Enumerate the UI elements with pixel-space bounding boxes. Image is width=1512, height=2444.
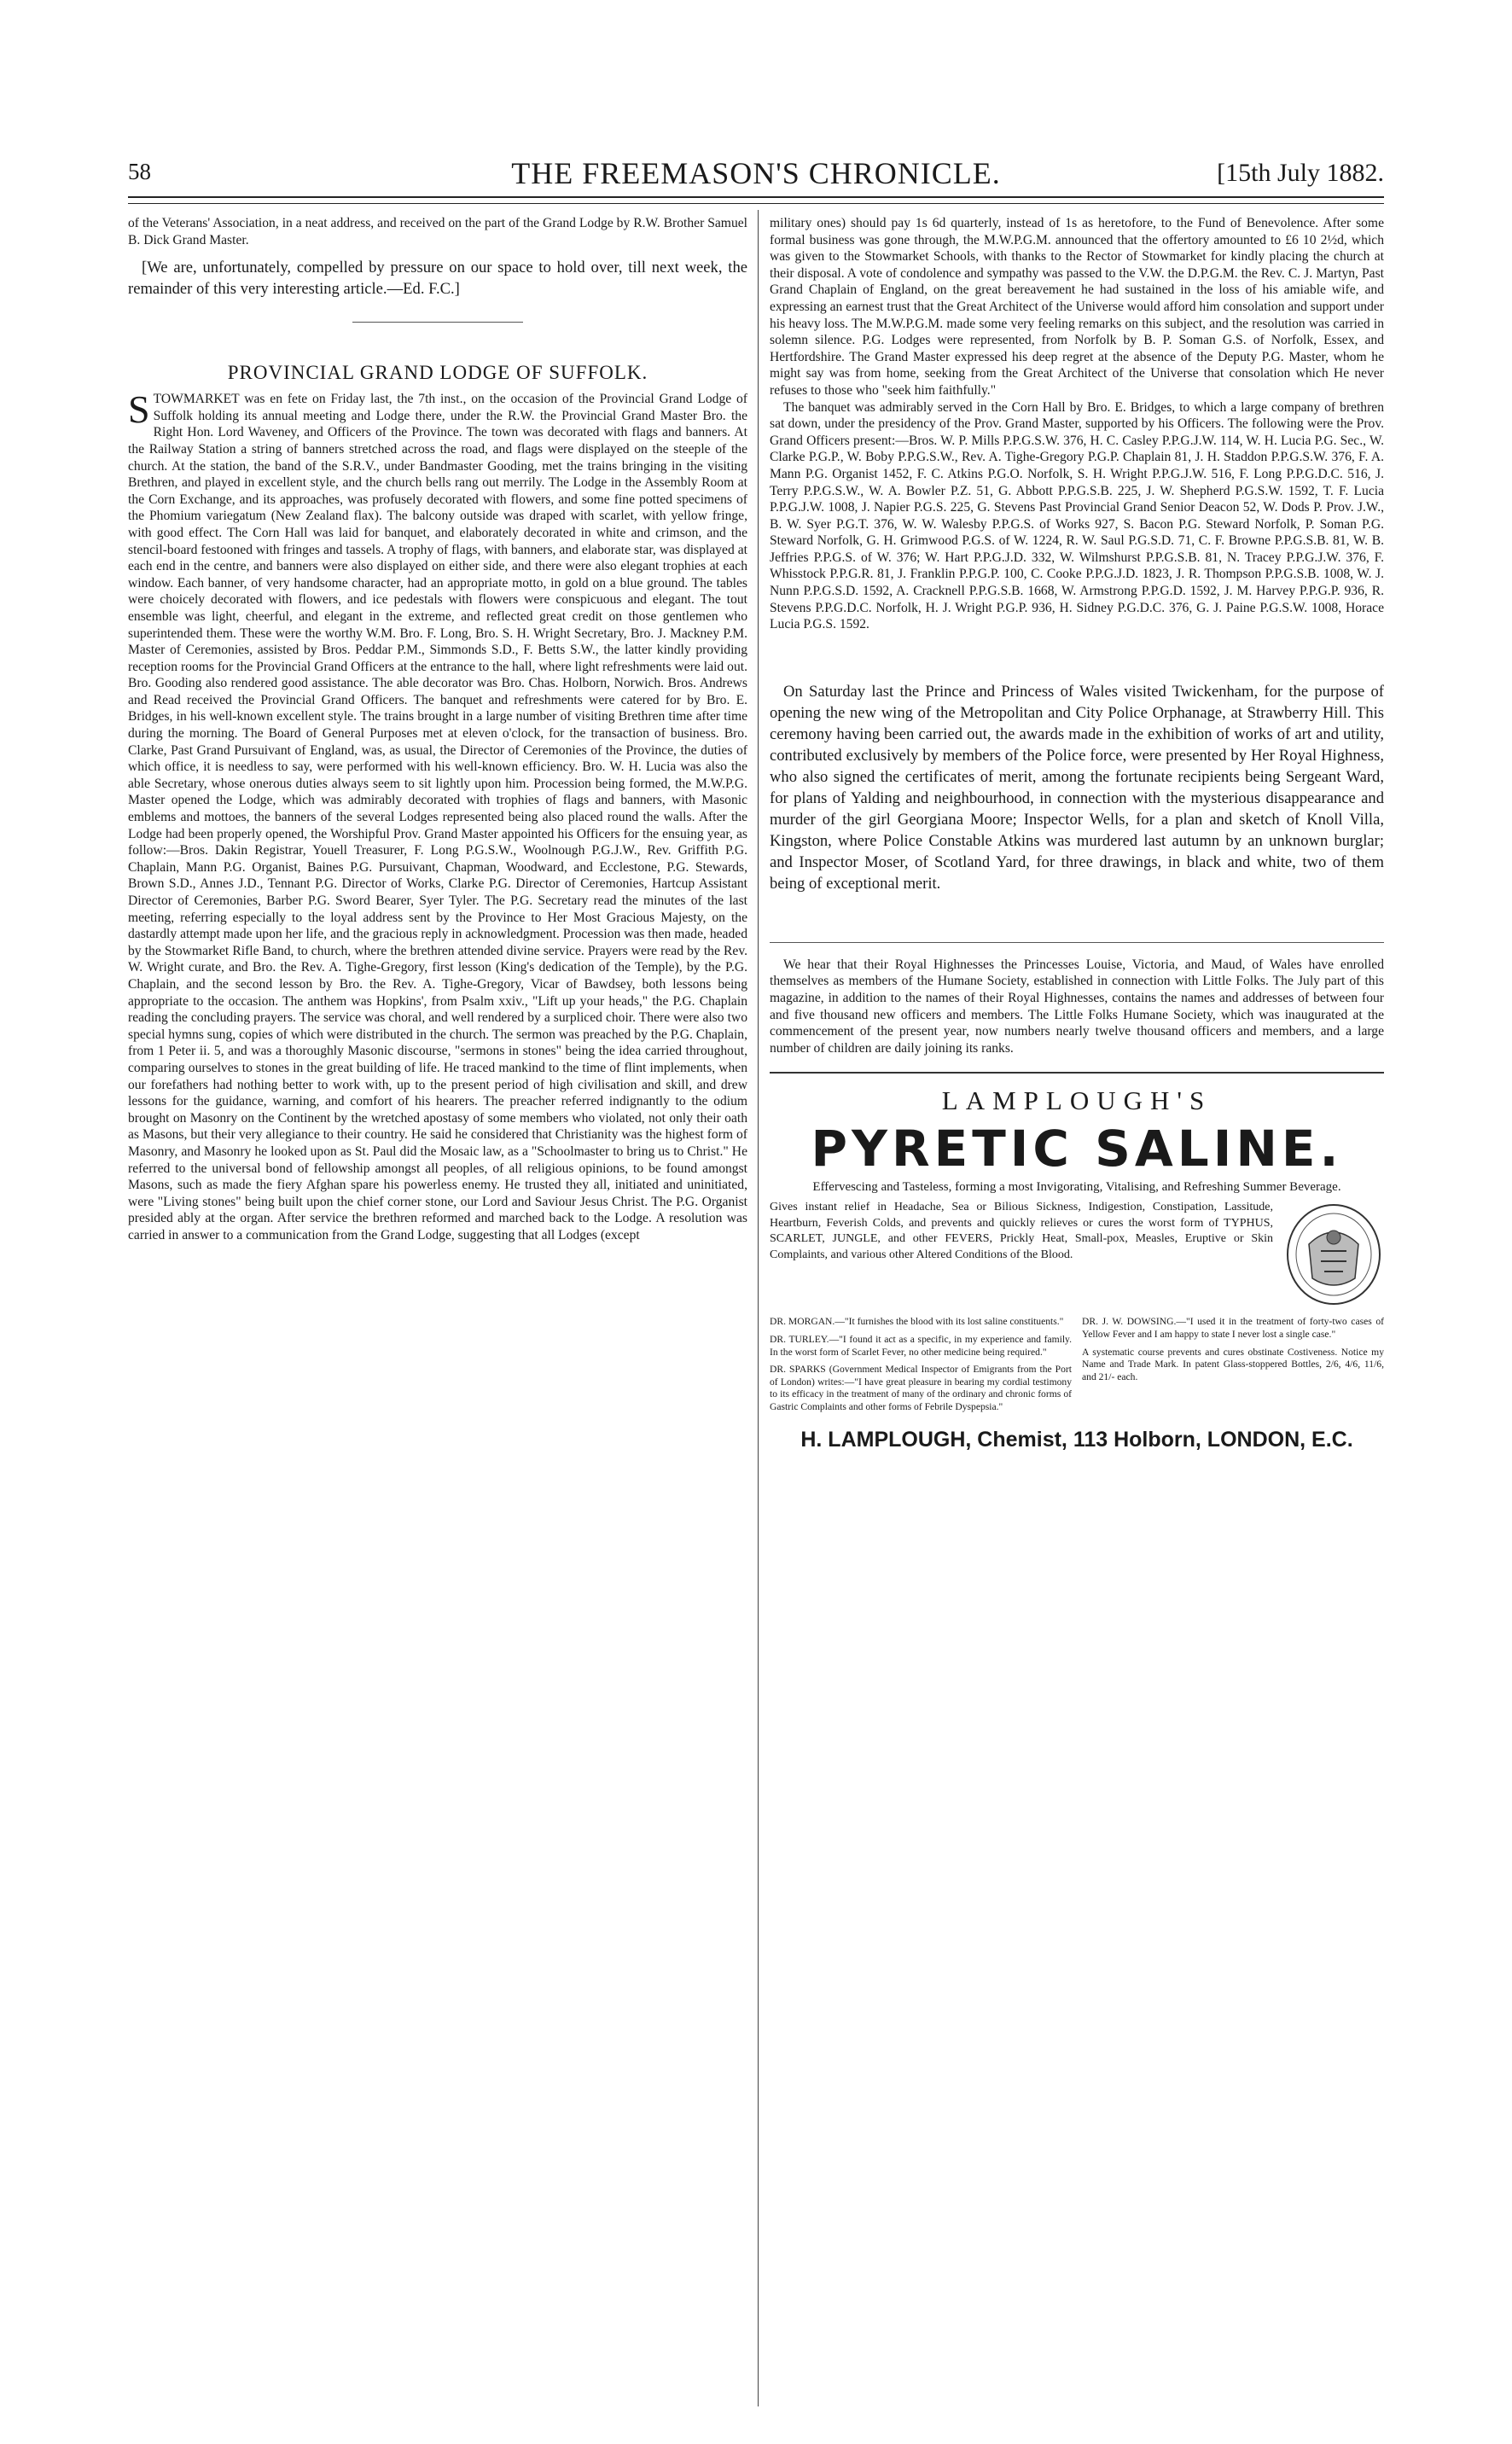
- issue-date: [15th July 1882.: [1217, 159, 1384, 187]
- column-divider: [758, 210, 759, 2406]
- left-column: [128, 215, 747, 2406]
- ad-body: [770, 1200, 1384, 1309]
- ad-footer: H. LAMPLOUGH, Chemist, 113 Holborn, LONDON, E.C.: [800, 1427, 1353, 1452]
- testimonial-morgan: DR. MORGAN.—"It furnishes the blood with its lost saline constituents.": [770, 1316, 1064, 1328]
- editor-note: [We are, unfortunately, compelled by pressure on our space to hold over, till next week, the remainder of this very interesting article.—Ed. F.C.]: [128, 259, 747, 299]
- testimonial-dowsing: DR. J. W. DOWSING.—"I used it in the treatment of forty-two cases of Yellow Fever and I am happy to state I never lost a single case.": [1082, 1316, 1384, 1340]
- article-separator: [770, 942, 1384, 943]
- page-number: 58: [128, 159, 151, 184]
- suffolk-report-text: TOWMARKET was en fete on Friday last, the 7th inst., on the occasion of the Provincial Grand Lodge of Suffolk holding its annual meeting and Lodge there, under the R.W. the Provincial Grand Master Bro. the Right Hon. Lord Waveney, and Officers of the Province. The town was decorated with flags and banners. At the Railway Station a string of banners stretched across the road, and flags were displayed on the steeple of the church. At the station, the band of the S.R.V., under Bandmaster Gooding, met the trains bringing in the visiting Brethren, and played in excellent style, and the church bells rang out merrily. The Lodge in the Assembly Room at the Corn Exchange, and its approaches, was profusely decorated with flowers, and some fine potted specimens of the Phomium variegatum (New Zealand flax). The balcony outside was draped with scarlet, with yellow fringe, with good effect. The Corn Hall was laid for banquet, and elaborately decorated in white and crimson, and the stencil-board festooned with fringes and tassels. A trophy of flags, with banners, and elaborate star, was displayed at each end in the centre, and banners were also displayed on either side, and there were also elegant trophies at each window. Each banner, of very handsome character, had an appropriate motto, in gold on a blue ground. The tables were choicely decorated with flowers, and ice pedestals with flowers were conspicuous and elegant. The tout ensemble was light, cheerful, and elegant in the extreme, and reflected great credit on those gentlemen who superintended them. These were the worthy W.M. Bro. F. Long, Bro. S. H. Wright Secretary, Bro. J. Mackney P.M. Master of Ceremonies, assisted by Bros. Peddar P.M., Simmonds S.D., F. Betts S.W., the latter kindly providing reception rooms for the Provincial Grand Officers at the entrance to the hall, where light refreshments were laid out. Bro. Gooding also rendered good assistance. The able decorator was Bro. Chas. Holborn, Norwich. Bros. Andrews and Read received the Provincial Grand Officers. The banquet and refreshments were catered for by Bro. E. Bridges, in his well-known excellent style. The trains brought in a large number of visiting Brethren time after time during the morning. The Board of General Purposes met at eleven o'clock, for the transaction of business. Bro. Clarke, Past Grand Pursuivant of England, was, as usual, the Director of Ceremonies of the Province, the duties of which office, it is needless to say, were performed with his well-known efficiency. Bro. W. H. Lucia was also the able Secretary, whose onerous duties always seem to sit lightly upon him. Procession being formed, the M.W.P.G. Master opened the Lodge, which was admirably decorated with trophies of flags and banners, with Masonic emblems and mottoes, the banners of the several Lodges represented being also placed round the walls. After the Lodge had been properly opened, the Worshipful Prov. Grand Master appointed his Officers for the ensuing year, as follow:—Bros. Dakin Registrar, Youell Treasurer, F. Long P.G.S.W., Woolnough P.G.J.W., Rev. Griffith P.G. Chaplain, Mann P.G. Organist, Baines P.G. Pursuivant, Chapman, Woodward, and Ecclestone, P.G. Stewards, Brown S.D., Annes J.D., Tennant P.G. Director of Works, Clarke P.G. Director of Ceremonies, Hartcup Assistant Director of Ceremonies, Barber P.G. Sword Bearer, Syer Tyler. The P.G. Secretary read the minutes of the last meeting, referring especially to the loyal address sent by the Province to Her Most Gracious Majesty, on the dastardly attempt made upon her life, and the gracious reply in acknowledgment. Procession was then made, headed by the Stowmarket Rifle Band, to church, where the brethren attended divine service. Prayers were read by the Rev. W. Wright curate, and Bro. the Rev. A. Tighe-Gregory, first lesson (King's dedication of the Temple), by the P.G. Chaplain, and the second lesson by Bro. the Rev. A. Tighe-Gregory, Vicar of Bawdsey, both lessons being appropriate to the occasion. The anthem was Hopkins', from Psalm xxiv., "Lift up your heads," the P.G. Chaplain reading the concluding prayers. The service was choral, and well rendered by a surpliced choir. There were also two special hymns sung, copies of which were distributed in the church. The sermon was preached by the P.G. Chaplain, from 1 Peter ii. 5, and was a thoroughly Masonic discourse, "sermons in stones" being the idea carried throughout, comparing ourselves to stones in the great building of life. He traced mankind to the time of flint implements, when our forefathers had nothing better to work with, up to the present period of high civilisation and skill, and drew lessons for the guidance, warning, and comfort of his hearers. The preacher referred indignantly to the odium brought on Masonry on the Continent by the wretched apostasy of some members who violated, not only their oath as Masons, but their very allegiance to their country. He said he considered that Christianity was the highest form of Masonry, and Masonry he looked upon as St. Paul did the Mosaic law, as a "Schoolmaster to bring us to Christ." He referred to the universal bond of fellowship amongst all peoples, of all religious opinions, to be found amongst Masons, such as made the fiery Afghan spare his powerless enemy. He trusted they all, initiated and uninitiated, were "Living stones" being built upon the chief corner stone, our Lord and Saviour Jesus Christ. The P.G. Organist presided ably at the organ. After service the brethren reformed and marched back to the Lodge. A resolution was carried in answer to a communication from the Grand Lodge, suggesting that all Lodges (except: [128, 392, 747, 1242]
- ad-testimonials: [770, 1316, 1384, 1418]
- drop-cap: S: [128, 387, 150, 432]
- orphanage-article: On Saturday last the Prince and Princess of Wales visited Twickenham, for the purpose of opening the new wing of the Metropolitan and City Police Orphanage, at Strawberry Hill. This ceremony having been carried out, the awards made in the exhibition of works of art and utility, contributed exclusively by members of the Police force, were presented by Her Royal Highness, who also signed the certificates of merit, among the fortunate recipients being Sergeant Ward, for plans of Yalding and neighbourhood, in connection with the mysterious disappearance and murder of the girl Georgiana Moore; Inspector Wells, for a plan and sketch of Knoll Villa, Kingston, where Police Constable Atkins was murdered last autumn by an unknown burglar; and Inspector Moser, of Scotland Yard, for three drawings, in black and white, two of them being of exceptional merit.: [770, 682, 1384, 893]
- trade-mark-seal-icon: [1283, 1200, 1384, 1309]
- ad-product-name: PYRETIC SALINE.: [811, 1120, 1343, 1178]
- suffolk-heading: PROVINCIAL GRAND LODGE OF SUFFOLK.: [227, 362, 648, 384]
- ad-description: Gives instant relief in Headache, Sea or Bilious Sickness, Indigestion, Constipation, Lassitude, Heartburn, Feverish Colds, and prevents and quickly relieves or cures the worst form of TYPHUS, SCARLET, JUNGLE, and other FEVERS, Prickly Heat, Small-pox, Measles, Eruptive or Skin Complaints, and various other Altered Conditions of the Blood.: [770, 1201, 1273, 1261]
- testimonial-sparks: DR. SPARKS (Government Medical Inspector of Emigrants from the Port of London) writes:—"I have great pleasure in bearing my cordial testimony to its efficacy in the treatment of many of the ordinary and chronic forms of Gastric Complaints and other forms of Febrile Dyspepsia.": [770, 1364, 1072, 1412]
- masthead-rule: [128, 196, 1384, 204]
- ad-tagline: Effervescing and Tasteless, forming a most Invigorating, Vitalising, and Refreshing Summer Beverage.: [812, 1180, 1341, 1195]
- suffolk-report: [128, 387, 747, 1243]
- ad-notice: A systematic course prevents and cures obstinate Costiveness. Notice my Name and Trade Mark. In patent Glass-stoppered Bottles, 2/6, 4/6, 11/6, and 21/- each.: [1082, 1346, 1384, 1382]
- humane-society-article: We hear that their Royal Highnesses the Princesses Louise, Victoria, and Maud, of Wales have enrolled themselves as members of the Humane Society, established in connection with Little Folks. The July part of this magazine, in addition to the names of their Royal Highnesses, contains the names and addresses of between four and five thousand new officers and members. The Little Folks Humane Society, which was inaugurated at the commencement of the present year, now numbers nearly twelve thousand officers and members, and a large number of children are daily joining its ranks.: [770, 957, 1384, 1056]
- right-column: [770, 215, 1384, 2406]
- section-rule: [352, 322, 523, 323]
- banquet-report: The banquet was admirably served in the Corn Hall by Bro. E. Bridges, to which a large company of brethren sat down, under the presidency of the Prov. Grand Master, supported by his Officers. The following were the Prov. Grand Officers present:—Bros. W. P. Mills P.P.G.S.W. 376, H. C. Casley P.P.G.J.W. 114, W. H. Lucia P.G. Sec., W. Clarke P.G.P., W. Boby P.P.G.S.W., Rev. A. Tighe-Gregory P.G.P. Chaplain 81, J. H. Staddon P.P.G.S.W. 376, F. A. Mann P.G. Organist 1452, F. C. Atkins P.G.O. Norfolk, S. H. Wright P.P.G.J.W. 516, F. Long P.P.G.D.C. 516, J. Terry P.P.G.S.W., W. A. Bowler P.Z. 51, G. Abbott P.P.G.S.B. 225, J. W. Shepherd P.G.S.W. 1592, T. F. Lucia P.P.G.J.W. 1008, J. Napier P.G.S. 225, G. Stevens Past Provincial Grand Senior Deacon 52, W. Dods P. Prov. J.W., B. W. Syer P.G.T. 376, W. W. Walesby P.P.G.S. of Works 927, S. Bacon P.G. Steward Norfolk, P. Soman P.G. Steward Norfolk, G. H. Grimwood P.G.S. of W. 1224, R. W. Saul P.G.S.D. 71, C. F. Browne P.P.G.S.B. 81, W. B. Jeffries P.P.G.S. of W. 376; W. Hart P.P.G.J.D. 332, W. Wilmshurst P.P.G.S.B. 81, N. Tracey P.P.G.J.W. 376, F. Whisstock P.P.G.R. 81, J. Franklin P.P.G.P. 100, C. Cooke P.P.G.J.D. 1823, J. R. Thompson P.P.G.S.B. 1008, W. J. Nunn P.P.G.S.D. 1592, A. Cracknell P.P.G.S.B. 1668, W. Armstrong P.P.G.D. 1592, J. M. Harvey P.P.G.P. 936, R. Stevens P.P.G.D.C. Norfolk, H. J. Wright P.G.P. 936, H. Sidney P.G.D.C. 376, G. J. Paine P.G.S.W. 1008, Horace Lucia P.G.S. 1592.: [770, 399, 1384, 632]
- newspaper-page: [128, 154, 1384, 2406]
- testimonial-turley: DR. TURLEY.—"I found it act as a specific, in my experience and family. In the worst form of Scarlet Fever, no other medicine being required.": [770, 1334, 1072, 1358]
- testimonials-left: [770, 1316, 1072, 1418]
- testimonials-right: [1082, 1316, 1384, 1418]
- veterans-continuation: of the Veterans' Association, in a neat address, and received on the part of the Grand Lodge by R.W. Brother Samuel B. Dick Grand Master.: [128, 216, 747, 247]
- suffolk-continued: military ones) should pay 1s 6d quarterly, instead of 1s as heretofore, to the Fund of Benevolence. After some formal business was gone through, the M.W.P.G.M. announced that the offertory amounted to £6 10 2½d, which was given to the Stowmarket Schools, with thanks to the Rector of Stowmarket for kindly placing the church at their disposal. A vote of condolence and sympathy was passed to the V.W. the D.P.G.M. the Rev. C. J. Martyn, Past Grand Chaplain of England, on the great bereavement he had sustained in the loss of his amiable wife, and expressing an earnest trust that the Great Architect of the Universe would afford him consolation and support under his heavy loss. The M.W.P.G.M. made some very feeling remarks on this subject, and the resolution was carried in solemn silence. P.G. Lodges were represented, from Norfolk by B. P. Soman G.S. of Norfolk, Essex, and Hertfordshire. The Grand Master expressed his deep regret at the absence of the Deputy P.G. Master, whom he might say was from home, seeking from the Great Architect of the Universe that consolation which He never refuses to those who "seek him faithfully.": [770, 216, 1384, 398]
- advert-separator: [770, 1072, 1384, 1074]
- ad-brand: LAMPLOUGH'S: [941, 1085, 1213, 1116]
- publication-title: THE FREEMASON'S CHRONICLE.: [511, 156, 1001, 190]
- masthead: [128, 154, 1384, 205]
- advertisement: [770, 1085, 1384, 1452]
